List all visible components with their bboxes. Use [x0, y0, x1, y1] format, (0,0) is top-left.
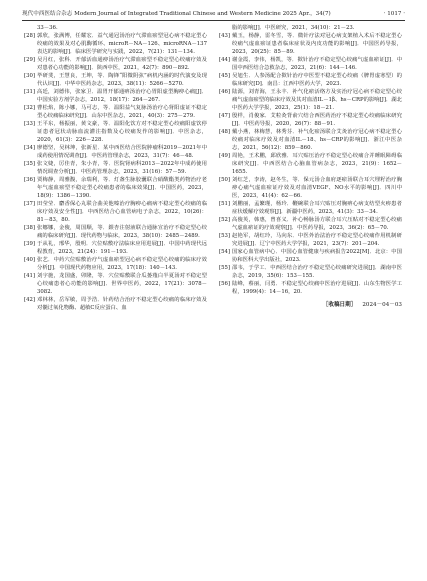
reference-text: 谢金霞，李伟，杨凯，等．揿针治疗不稳定型心绞痛气虚血瘀证[J]．中国中西医结合急救杂志，2023，21(6)：144－146. [232, 57, 402, 71]
reference-number: [55] [219, 265, 230, 271]
reference-entry [24, 56, 207, 72]
reference-number: [48] [219, 129, 230, 135]
reference-text: 陆源，刘青海，王永丰．补气化瘀活络方及实治疗冠心病不稳定型心绞痛气虚血瘀型的临床疗效及其对血清IL－1β、hs－CRP的影响[J]．湖北中医药大学学报，2023，25(1)：18－21. [232, 89, 402, 111]
reference-text: 刘宇施，龙国盛，卯隆，等．穴位贴敷联合瓜蒌薤白半夏汤对不稳定型心绞痛患者心功能的影响[J]．世界中医药，2022，17(21)：3078－3082. [37, 273, 207, 295]
reference-number: [44] [219, 57, 230, 63]
reference-entry [24, 160, 207, 176]
reference-text: 廖德坚，吴林坤，张新星．某中西医结合医院肿瘤科2019－2021年中成药使用情况调查[J]．中医药管理杂志，2023，31(7)：46－48. [37, 145, 207, 159]
reference-text: 邓林林，岳军敏，周予浩．针药结合治疗不稳定型心绞痛的临床疗效及对髓过氧化物酶、超敏C反应蛋白、血 [37, 297, 207, 311]
reference-number: [43] [219, 33, 230, 39]
reference-text: 戴玉，杨静，雷冬雪，等．微针疗法对冠心病支架植入术后不稳定型心绞痛气虚血瘀证患者临床症状及内皮功能的影响[J]．中国医药导报，2023，20(25)：85－89. [232, 33, 402, 55]
reference-number: [56] [219, 281, 230, 287]
reference-entry [24, 296, 207, 312]
reference-entry [219, 32, 402, 56]
reference-text: 周艳，王术鹏，邱欣雅．耳穴贴压治疗不稳定型心绞痛合并睡眠障碍临床研究[J]．中西医结合心脑血管病杂志，2023，21(9)：1652－1655. [232, 153, 402, 175]
reference-entry [24, 224, 207, 240]
reference-entry [219, 128, 402, 152]
reference-number: [30] [24, 73, 35, 79]
reference-text: 张艺．中药穴位贴敷治疗气虚血瘀型冠心病不稳定型心绞痛的临床疗效分析[J]．中国现代药物应用，2023，17(18)：140－143. [37, 257, 207, 271]
reference-entry [24, 24, 207, 32]
reference-entry [219, 280, 402, 296]
reference-entry [24, 176, 207, 200]
reference-text: 张文婕，厉佳青，朱小青，等．医院肾病科2013－2022年中成药使用情况调查分析[J]．中医药管理杂志，2023，31(16)：57－59. [37, 161, 207, 175]
reference-text: 殷样，肖俊家．艾粒灸背俞穴结合西医药治疗不稳定型心绞痛临床研究[J]．中医药导报，2020，26(7)：88－91. [232, 113, 402, 127]
reference-entry [219, 112, 402, 128]
reference-entry [219, 88, 402, 112]
reference-number: [40] [24, 257, 35, 263]
header-rule [22, 20, 405, 21]
received-date: 2024－04－03 [362, 302, 402, 308]
reference-number: [37] [24, 201, 35, 207]
reference-text: 王平东，杨振丽，黄文豪，等．温阳化饮方对不稳定型心绞痛阳虚饮停证患者冠状动脉血流灌注指数及心绞痛发作的影响[J]．中医杂志，2020，61(3)：226－228. [37, 121, 207, 143]
reference-entry [24, 88, 207, 104]
right-column [219, 24, 402, 308]
reference-text: 毕研斐，王慧良，王坤，等．陶锋“阳微阴弦”病机内涵的时代演变及现代认识[J]．中华中医药杂志，2023，38(11)：5266－5270. [37, 73, 207, 87]
reference-number: [51] [219, 201, 230, 207]
reference-entry [24, 144, 207, 160]
reference-text: 陆峰，蔡丽，闫勇．不稳定型心绞痛中医治疗进展[J]．山东生物医学工程，1999(4)：14－16，20. [232, 281, 402, 295]
reference-number: [32] [24, 105, 35, 111]
received-date-line [219, 300, 402, 308]
reference-entry [219, 56, 402, 72]
reference-text: 刘鹏丽，孟繁瑾，杨玲．鞭碗联合耳穴贴压对胸痹心病支结型火痹患者症状缓解疗效观察[J]．新疆中医药，2023，41(3)：33－34. [232, 201, 402, 215]
reference-entry [24, 120, 207, 144]
reference-number: [41] [24, 273, 35, 279]
reference-text: 国家心血管病中心．中国心血管健康与疾病报告2022[M]．北京：中国协和医科大学出版社，2023. [232, 249, 402, 263]
reference-number: [42] [24, 297, 35, 303]
reference-entry [219, 200, 402, 216]
reference-entry [24, 72, 207, 88]
reference-number: [31] [24, 89, 35, 95]
reference-text: 吴旭生．人参汤配合揿针治疗中医型不稳定型心绞痛（脾胃虚寒型）的临床研究[D]．南昌：江西中医药大学，2023. [232, 73, 402, 87]
right-reference-list [219, 24, 402, 296]
reference-text: 刘红芝，李涛，赵冬生，等．保元汤合血府逐瘀汤联合耳穴埋籽治疗胸痹心痛气虚血瘀证疗效及对血清VEGF、NO水平的影响[J]．四川中医，2023，41(4)：62－66. [232, 177, 402, 199]
running-header [22, 9, 405, 19]
reference-text: 赵艳军，胡红玲，马向东．中医外治法治疗不稳定型心绞痛作用机制研究进展[J]．辽宁中医药大学学报，2021，23(7)：201－204. [232, 233, 402, 247]
reference-number: [29] [24, 57, 35, 63]
reference-number: [45] [219, 73, 230, 79]
reference-text: 戴小燕，林梅慧，林秀芬．补气化瘀汤联合艾灸治疗冠心病不稳定型心绞痛对临床疗效及对血清IL－18、hs－CRP的影响[J]．浙江中医杂志，2021，56(12)：859－860. [232, 129, 402, 151]
reference-number: [49] [219, 153, 230, 159]
reference-text: 高俊英，韩惠，曾喜义．补心畅脉汤方联合耳穴压贴对不稳定型心绞痛气虚血瘀证的疗效观察[J]．中医药导报，2023，36(2)：65－70. [232, 217, 402, 231]
reference-text: 高廷，刘德伟，张家卫．温胃开郁通痹汤治疗心胃阳虚型胸痹心痛[J]．中国实验方剂学杂志，2012，18(17)：264－267. [37, 89, 207, 103]
left-column [24, 24, 207, 312]
reference-entry [24, 256, 207, 272]
reference-entry [219, 176, 402, 200]
reference-entry [24, 32, 207, 56]
reference-entry [24, 272, 207, 296]
reference-entry [219, 232, 402, 248]
reference-entry [219, 248, 402, 264]
reference-text: 脂的影响[J]．中医研究，2021，34(10)：21－23. [232, 25, 355, 31]
reference-number: [39] [24, 241, 35, 247]
reference-number: [52] [219, 217, 230, 223]
reference-entry [219, 216, 402, 232]
reference-number: [28] [24, 33, 35, 39]
reference-text: 贾梅静，周雅馥，余瑞利，等．灯盏生脉胶囊联合硝酸酯类药物治疗老年气虚血瘀型不稳定型心绞痛患者的临床效果[J]．中国医药，2023，18(9)：1386－1390. [37, 177, 207, 199]
reference-number: [34] [24, 145, 35, 151]
reference-text: 张娜娜，金俊，周国顺，等．銀杏注射液联合通脉宣治疗不稳定型心绞痛的临床研究[J]．现代药物与临床，2023，38(10)：2485－2489. [37, 225, 207, 239]
reference-text: 吴月红，张科．开郁活血通痹汤治疗气滞血瘀型不稳定型心绞痛疗效及对患者心功能的影响[J]．陕西中医，2021，42(7)：890－892. [37, 57, 207, 71]
reference-entry [219, 152, 402, 176]
reference-entry [24, 104, 207, 120]
reference-number: [47] [219, 113, 230, 119]
reference-text: 33－36. [37, 25, 58, 31]
reference-entry [219, 72, 402, 88]
reference-number: [38] [24, 225, 35, 231]
reference-number: [53] [219, 233, 230, 239]
reference-number: [50] [219, 177, 230, 183]
reference-text: 曹松焰，陈小娜，马可志，等．温阳益气复脉汤治疗心肾阳虚证不稳定型心绞痛临床研究[J]．山东中医杂志，2021，40(3)：275－279. [37, 105, 207, 119]
received-label: ［收稿日期］ [322, 302, 357, 308]
reference-number: [35] [24, 161, 35, 167]
reference-number: [54] [219, 249, 230, 255]
reference-entry [24, 200, 207, 224]
reference-entry [219, 264, 402, 280]
page-number: · 1017 · [383, 11, 405, 17]
reference-text: 邵韦，于学工．中西医结合治疗不稳定型心绞痛研究进展[J]．湖南中医杂志，2019，35(6)：153－155. [232, 265, 402, 279]
journal-title: 现代中西医结合杂志 Modern Journal of Integrated Traditional Chinese and Western Medicine 2025 Apr.，34(7) [22, 11, 331, 17]
reference-number: [36] [24, 177, 35, 183]
reference-number: [33] [24, 121, 35, 127]
reference-text: 郭欣，张满博，任耀宏．益气通冠汤治疗气滞血瘀型冠心病不稳定型心绞痛的效果及对心肌酶循环、microR－NA－126、microRNA－137表达的影响[J]．临床医学研究与实践，2022，7(21)：131－134. [37, 33, 207, 55]
reference-entry [24, 240, 207, 256]
reference-number: [46] [219, 89, 230, 95]
reference-text: 于从礼，邢华，殷明．穴位贴敷疗法临床应用进展[J]．中国中药现代远程教育，2023，21(24)：191－193. [37, 241, 207, 255]
reference-entry [219, 24, 402, 32]
reference-text: 田莹莹．麝香保心丸联合曲美他嗪治疗胸痹心痛病不稳定型心绞痛的临床疗效及安全性[J]．中西医结合心血管病电子杂志，2022，10(26)：81－83，80. [37, 201, 207, 223]
